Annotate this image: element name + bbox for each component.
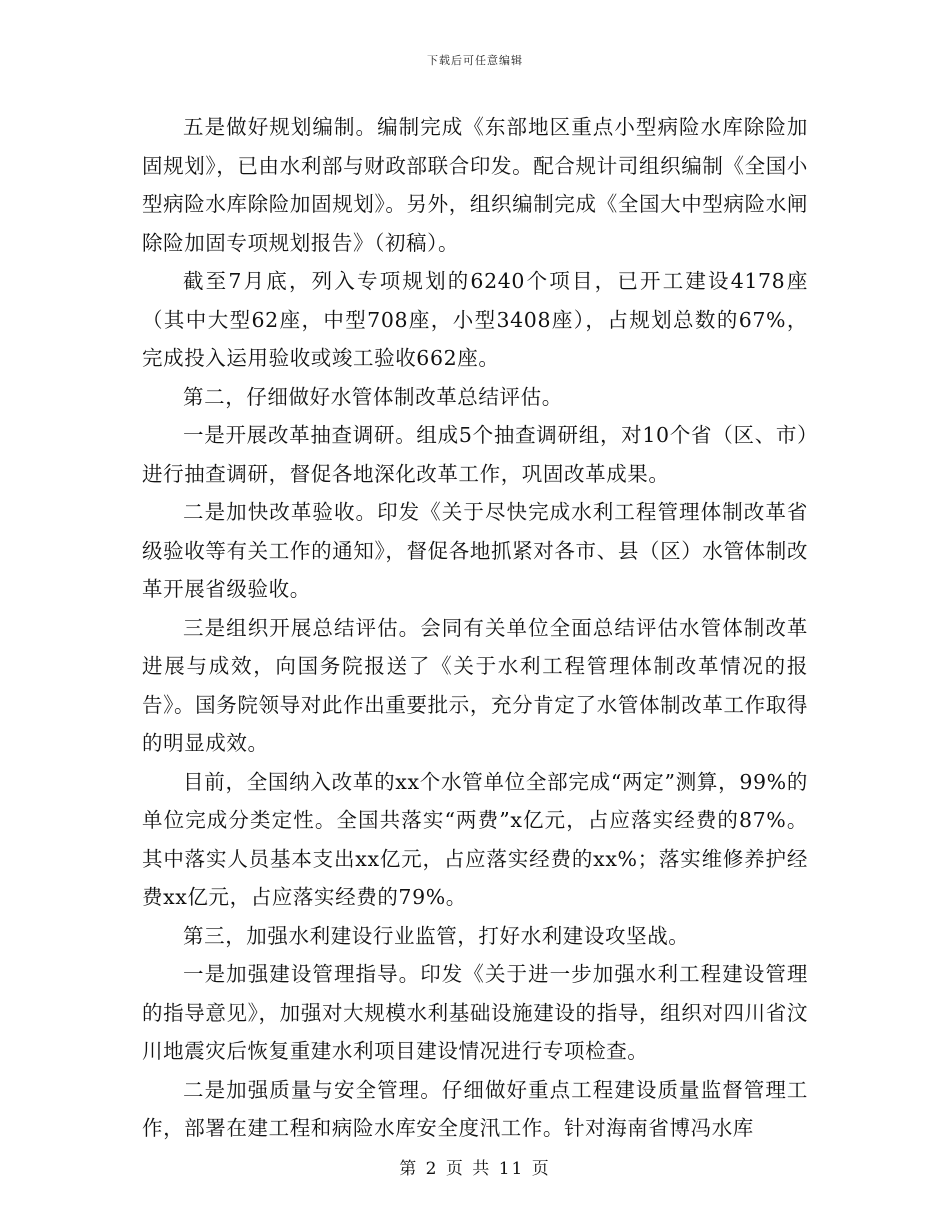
document-body: [142, 108, 808, 1148]
paragraph: 目前，全国纳入改革的xx个水管单位全部完成“两定”测算，99%的单位完成分类定性。全国共落实“两费”x亿元，占应落实经费的87%。其中落实人员基本支出xx亿元，占应落实经费的xx%；落实维修养护经费xx亿元，占应落实经费的79%。: [142, 769, 808, 909]
paragraph: 五是做好规划编制。编制完成《东部地区重点小型病险水库除险加固规划》，已由水利部与财政部联合印发。配合规计司组织编制《全国小型病险水库除险加固规划》。另外，组织编制完成《全国大中型病险水闸除险加固专项规划报告》（初稿）。: [142, 115, 808, 255]
page-header: 下载后可任意编辑: [427, 54, 523, 67]
paragraph: 二是加快改革验收。印发《关于尽快完成水利工程管理体制改革省级验收等有关工作的通知》，督促各地抓紧对各市、县（区）水管体制改革开展省级验收。: [142, 500, 808, 601]
section-heading: 第二，仔细做好水管体制改革总结评估。: [183, 384, 563, 409]
paragraph: 二是加强质量与安全管理。仔细做好重点工程建设质量监督管理工作，部署在建工程和病险水库安全度汛工作。针对海南省博冯水库: [142, 1077, 808, 1140]
paragraph: 截至7月底，列入专项规划的6240个项目，已开工建设4178座（其中大型62座，中型708座，小型3408座），占规划总数的67%，完成投入运用验收或竣工验收662座。: [142, 269, 808, 370]
paragraph: 一是开展改革抽查调研。组成5个抽查调研组，对10个省（区、市）进行抽查调研，督促各地深化改革工作，巩固改革成果。: [142, 423, 808, 486]
paragraph: 三是组织开展总结评估。会同有关单位全面总结评估水管体制改革进展与成效，向国务院报送了《关于水利工程管理体制改革情况的报告》。国务院领导对此作出重要批示，充分肯定了水管体制改革工作取得的明显成效。: [142, 615, 808, 755]
page-number-footer: 第 2 页 共 11 页: [399, 1159, 551, 1179]
section-heading: 第三，加强水利建设行业监管，打好水利建设攻坚战。: [183, 923, 690, 948]
paragraph: 一是加强建设管理指导。印发《关于进一步加强水利工程建设管理的指导意见》，加强对大规模水利基础设施建设的指导，组织对四川省汶川地震灾后恢复重建水利项目建设情况进行专项检查。: [142, 962, 808, 1063]
